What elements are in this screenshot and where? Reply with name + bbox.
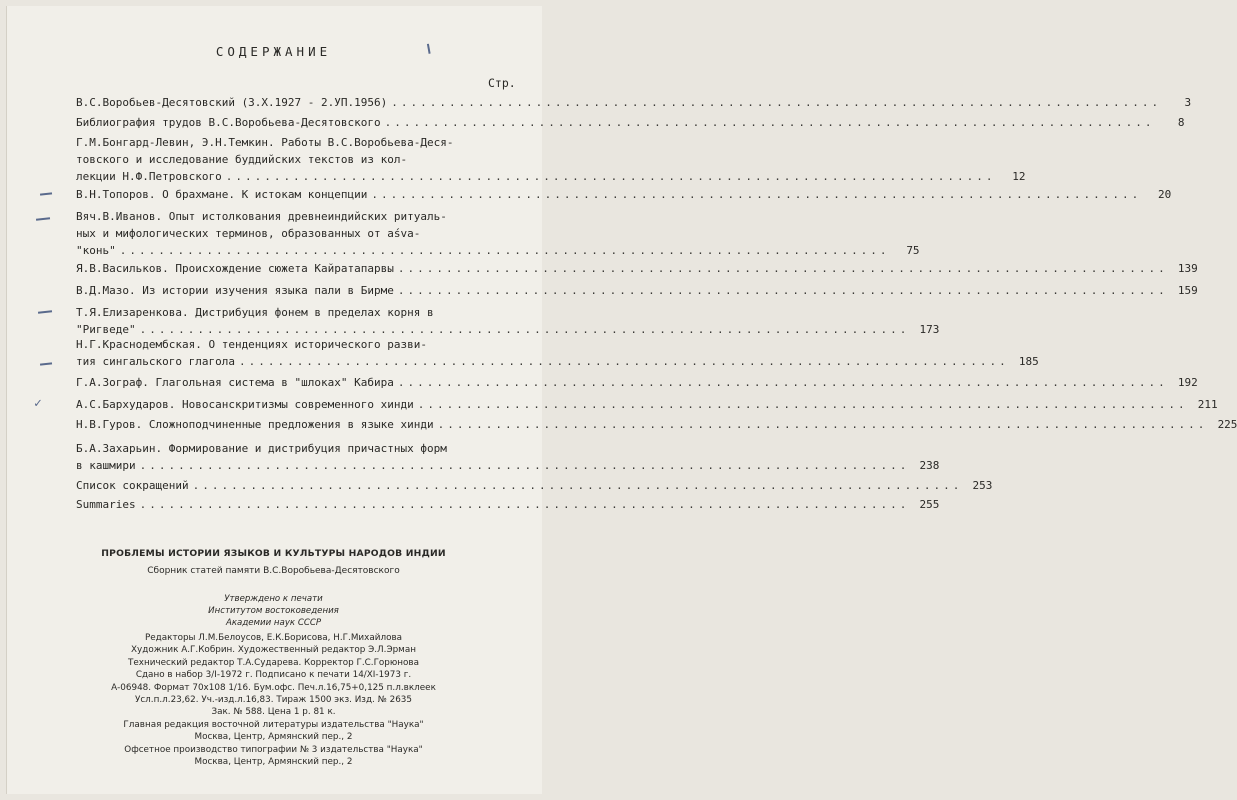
toc-page-number: 20 (1157, 188, 1172, 201)
toc-entry (76, 304, 940, 338)
toc-entry-line: Г.М.Бонгард-Левин, Э.Н.Темкин. Работы В.С.Воробьева-Деся- (76, 136, 454, 149)
toc-page-number: 159 (1177, 284, 1198, 297)
toc-entry (76, 496, 940, 513)
dot-leader: ................................................................................ (139, 323, 910, 336)
dot-leader: ................................................................................ (139, 498, 910, 511)
toc-entry-line: Список сокращений (76, 479, 189, 492)
toc-entry-line: Библиография трудов В.С.Воробьева-Десятовского (76, 116, 381, 129)
toc-entry (76, 374, 1198, 391)
toc-entry (76, 260, 1198, 277)
toc-entry-line: Г.А.Зограф. Глагольная система в "шлоках" Кабира (76, 376, 394, 389)
colophon-subtitle: Сборник статей памяти В.С.Воробьева-Десятовского (147, 566, 400, 576)
toc-entry (76, 282, 1198, 299)
toc-entry-line: ных и мифологических терминов, образованных от aśva- (76, 227, 421, 240)
toc-entry-line: Н.Г.Краснодембская. О тенденциях исторического разви- (76, 338, 427, 351)
dot-leader: ................................................................................ (391, 96, 1162, 109)
toc-page-number: 12 (1012, 170, 1026, 183)
toc-page-number: 75 (906, 244, 920, 257)
colophon-info (0, 632, 547, 768)
dot-leader: ................................................................................ (417, 398, 1188, 411)
toc-entry-line: Вяч.В.Иванов. Опыт истолкования древнеиндийских ритуаль- (76, 210, 447, 223)
toc-entry (76, 208, 920, 259)
toc-entry-line: Summaries (76, 498, 136, 511)
dot-leader: ................................................................................ (397, 262, 1168, 275)
toc-entry-line: Т.Я.Елизаренкова. Дистрибуция фонем в пределах корня в (76, 306, 434, 319)
info-line: Технический редактор Т.А.Сударева. Корректор Г.С.Горюнова (127, 657, 420, 668)
toc-entry (76, 94, 1192, 111)
toc-page-number: 211 (1197, 398, 1218, 411)
toc-page-number: 3 (1184, 96, 1192, 109)
toc-page-number: 253 (972, 479, 993, 492)
toc-entry-line: В.Д.Мазо. Из истории изучения языка пали в Бирме (76, 284, 394, 297)
info-line: Сдано в набор 3/I-1972 г. Подписано к печати 14/XI-1973 г. (135, 670, 412, 681)
toc-entry (76, 114, 1185, 131)
toc-page-number: 8 (1177, 116, 1185, 129)
info-line: Главная редакция восточной литературы издательства "Наука" (123, 719, 424, 730)
approval-line: Утверждено к печати (224, 594, 323, 604)
info-line: Художник А.Г.Кобрин. Художественный редактор Э.Л.Эрман (131, 645, 416, 656)
approval-line: Академии наук СССР (225, 618, 322, 628)
toc-page-number: 139 (1177, 262, 1198, 275)
toc-page-number: 192 (1177, 376, 1198, 389)
dot-leader: ................................................................................ (139, 459, 910, 472)
toc-page-number: 238 (919, 459, 940, 472)
toc-page-number: 255 (919, 498, 940, 511)
info-line: Москва, Центр, Армянский пер., 2 (194, 732, 353, 743)
dot-leader: ................................................................................ (225, 170, 996, 183)
dot-leader: ................................................................................ (371, 188, 1142, 201)
toc-page-number: 225 (1217, 418, 1237, 431)
dot-leader: ................................................................................ (397, 284, 1168, 297)
toc-entry (76, 477, 993, 494)
toc-entry-line: А.С.Бархударов. Новосанскритизмы современного хинди (76, 398, 414, 411)
toc-entry-line: товского и исследование буддийских текстов из кол- (76, 153, 408, 166)
toc-entry-line: Н.В.Гуров. Сложноподчиненные предложения в языке хинди (76, 418, 434, 431)
toc-entry-line: Я.В.Васильков. Происхождение сюжета Кайратапарвы (76, 262, 394, 275)
toc-entry (76, 336, 1039, 370)
toc-entry (76, 186, 1172, 203)
info-line: Редакторы Л.М.Белоусов, Е.К.Борисова, Н.Г.Михайлова (144, 633, 403, 643)
toc-entry-line: "конь" (76, 244, 116, 257)
page-column-label: Стр. (488, 76, 516, 90)
toc-entry-line: в кашмири (76, 459, 136, 472)
toc-entry-line: лекции Н.Ф.Петровского (76, 170, 222, 183)
toc-entry-line: Б.А.Захарьин. Формирование и дистрибуция причастных форм (76, 442, 447, 455)
colophon-title: ПРОБЛЕМЫ ИСТОРИИ ЯЗЫКОВ И КУЛЬТУРЫ НАРОДОВ ИНДИИ (101, 548, 446, 559)
toc-page-number: 185 (1018, 355, 1039, 368)
dot-leader: ................................................................................ (238, 355, 1009, 368)
info-line: Офсетное производство типографии № 3 издательства "Наука" (124, 744, 423, 755)
toc-entry-line: "Ригведе" (76, 323, 136, 336)
dot-leader: ................................................................................ (119, 244, 890, 257)
toc-title: СОДЕРЖАНИЕ (215, 44, 332, 59)
info-line: Усл.п.л.23,62. Уч.-изд.л.16,83. Тираж 1500 экз. Изд. № 2635 (134, 695, 412, 706)
dot-leader: ................................................................................ (192, 479, 963, 492)
toc-entry-line: В.Н.Топоров. О брахмане. К истокам концепции (76, 188, 368, 201)
toc-entry (76, 134, 1026, 185)
toc-page-number: 173 (919, 323, 940, 336)
toc-entry-line: тия сингальского глагола (76, 355, 235, 368)
info-line: Зак. № 588. Цена 1 р. 81 к. (211, 707, 336, 718)
dot-leader: ................................................................................ (384, 116, 1155, 129)
dot-leader: ................................................................................ (397, 376, 1168, 389)
info-line: Москва, Центр, Армянский пер., 2 (194, 757, 353, 768)
pencil-check-mark: ✓ (34, 396, 42, 411)
toc-entry-line: В.С.Воробьев-Десятовский (3.X.1927 - 2.УП.1956) (76, 96, 388, 109)
colophon-approval (0, 593, 547, 629)
dot-leader: ................................................................................ (437, 418, 1208, 431)
info-line: А-06948. Формат 70х108 1/16. Бум.офс. Печ.л.16,75+0,125 п.л.вклеек (111, 682, 436, 693)
toc-entry (76, 416, 1237, 433)
toc-entry (76, 396, 1218, 413)
toc-entry (76, 440, 940, 474)
approval-line: Институтом востоковедения (208, 606, 339, 616)
